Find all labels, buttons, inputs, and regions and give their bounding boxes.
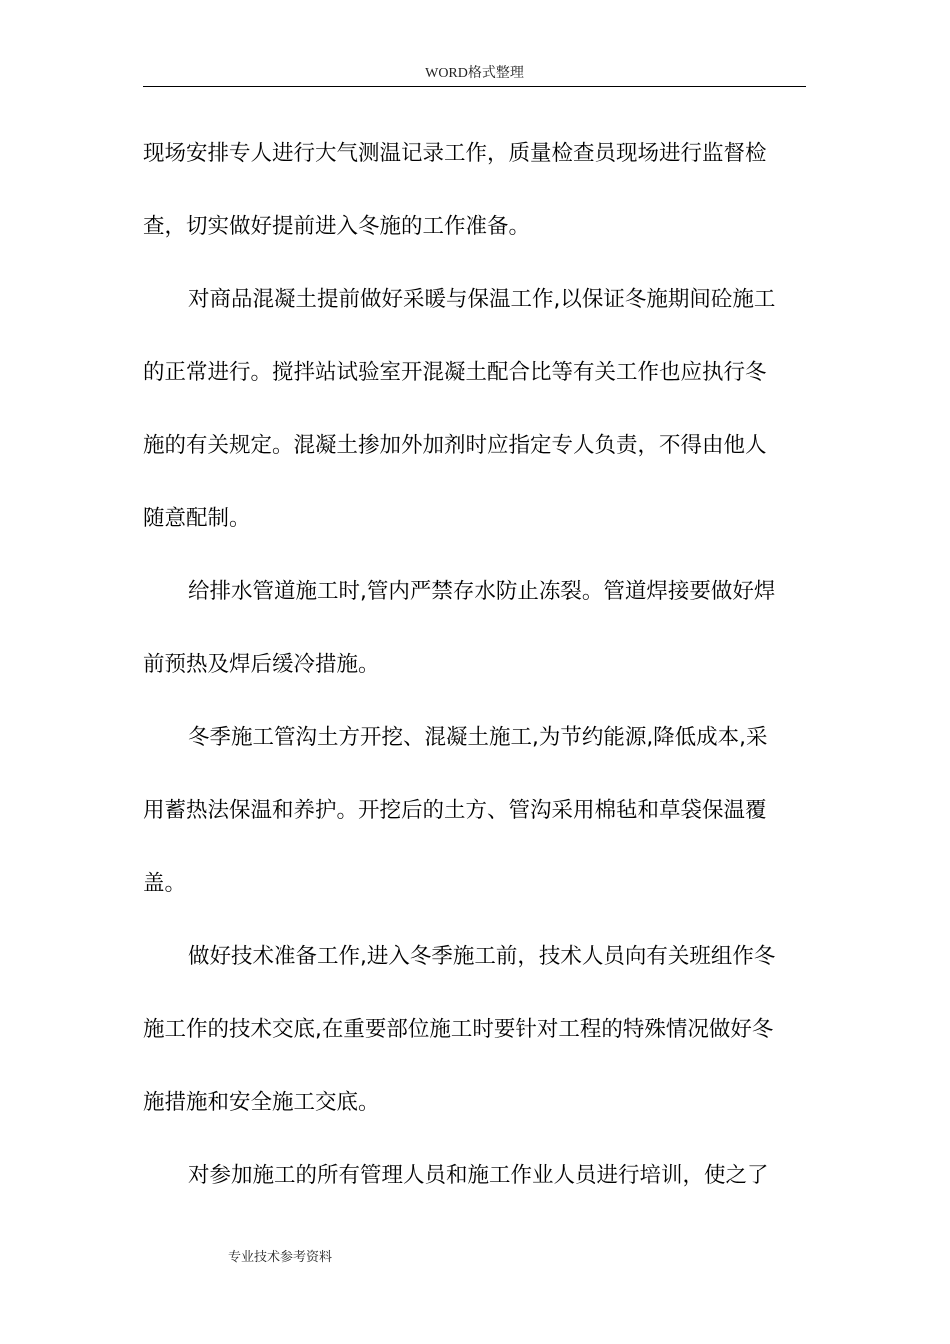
text-line: 的正常进行。搅拌站试验室开混凝土配合比等有关工作也应执行冬 xyxy=(143,360,767,385)
text-line: 对参加施工的所有管理人员和施工作业人员进行培训，使之了 xyxy=(188,1163,769,1188)
text-line: 前预热及焊后缓冷措施。 xyxy=(143,652,380,677)
page-header: WORD格式整理 xyxy=(143,62,806,87)
paragraph xyxy=(143,1139,809,1212)
page-footer: 专业技术参考资料 xyxy=(228,1249,333,1264)
document-body xyxy=(143,117,809,1212)
text-line: 施措施和安全施工交底。 xyxy=(143,1090,380,1115)
text-line: 给排水管道施工时,管内严禁存水防止冻裂。管道焊接要做好焊 xyxy=(188,579,776,604)
text-line: 用蓄热法保温和养护。开挖后的土方、管沟采用棉毡和草袋保温覆 xyxy=(143,798,767,823)
text-line: 施的有关规定。混凝土掺加外加剂时应指定专人负责，不得由他人 xyxy=(143,433,767,458)
text-line: 随意配制。 xyxy=(143,506,251,531)
text-line: 做好技术准备工作,进入冬季施工前，技术人员向有关班组作冬 xyxy=(188,944,776,969)
paragraph xyxy=(143,920,809,1139)
text-line: 盖。 xyxy=(143,871,187,896)
text-line: 查，切实做好提前进入冬施的工作准备。 xyxy=(143,214,531,239)
paragraph xyxy=(143,117,809,263)
text-line: 冬季施工管沟土方开挖、混凝土施工,为节约能源,降低成本,采 xyxy=(188,725,768,750)
text-line: 对商品混凝土提前做好采暖与保温工作,以保证冬施期间砼施工 xyxy=(188,287,776,312)
text-line: 施工作的技术交底,在重要部位施工时要针对工程的特殊情况做好冬 xyxy=(143,1017,774,1042)
paragraph xyxy=(143,701,809,920)
text-line: 现场安排专人进行大气测温记录工作，质量检查员现场进行监督检 xyxy=(143,141,767,166)
paragraph xyxy=(143,555,809,701)
paragraph xyxy=(143,263,809,555)
